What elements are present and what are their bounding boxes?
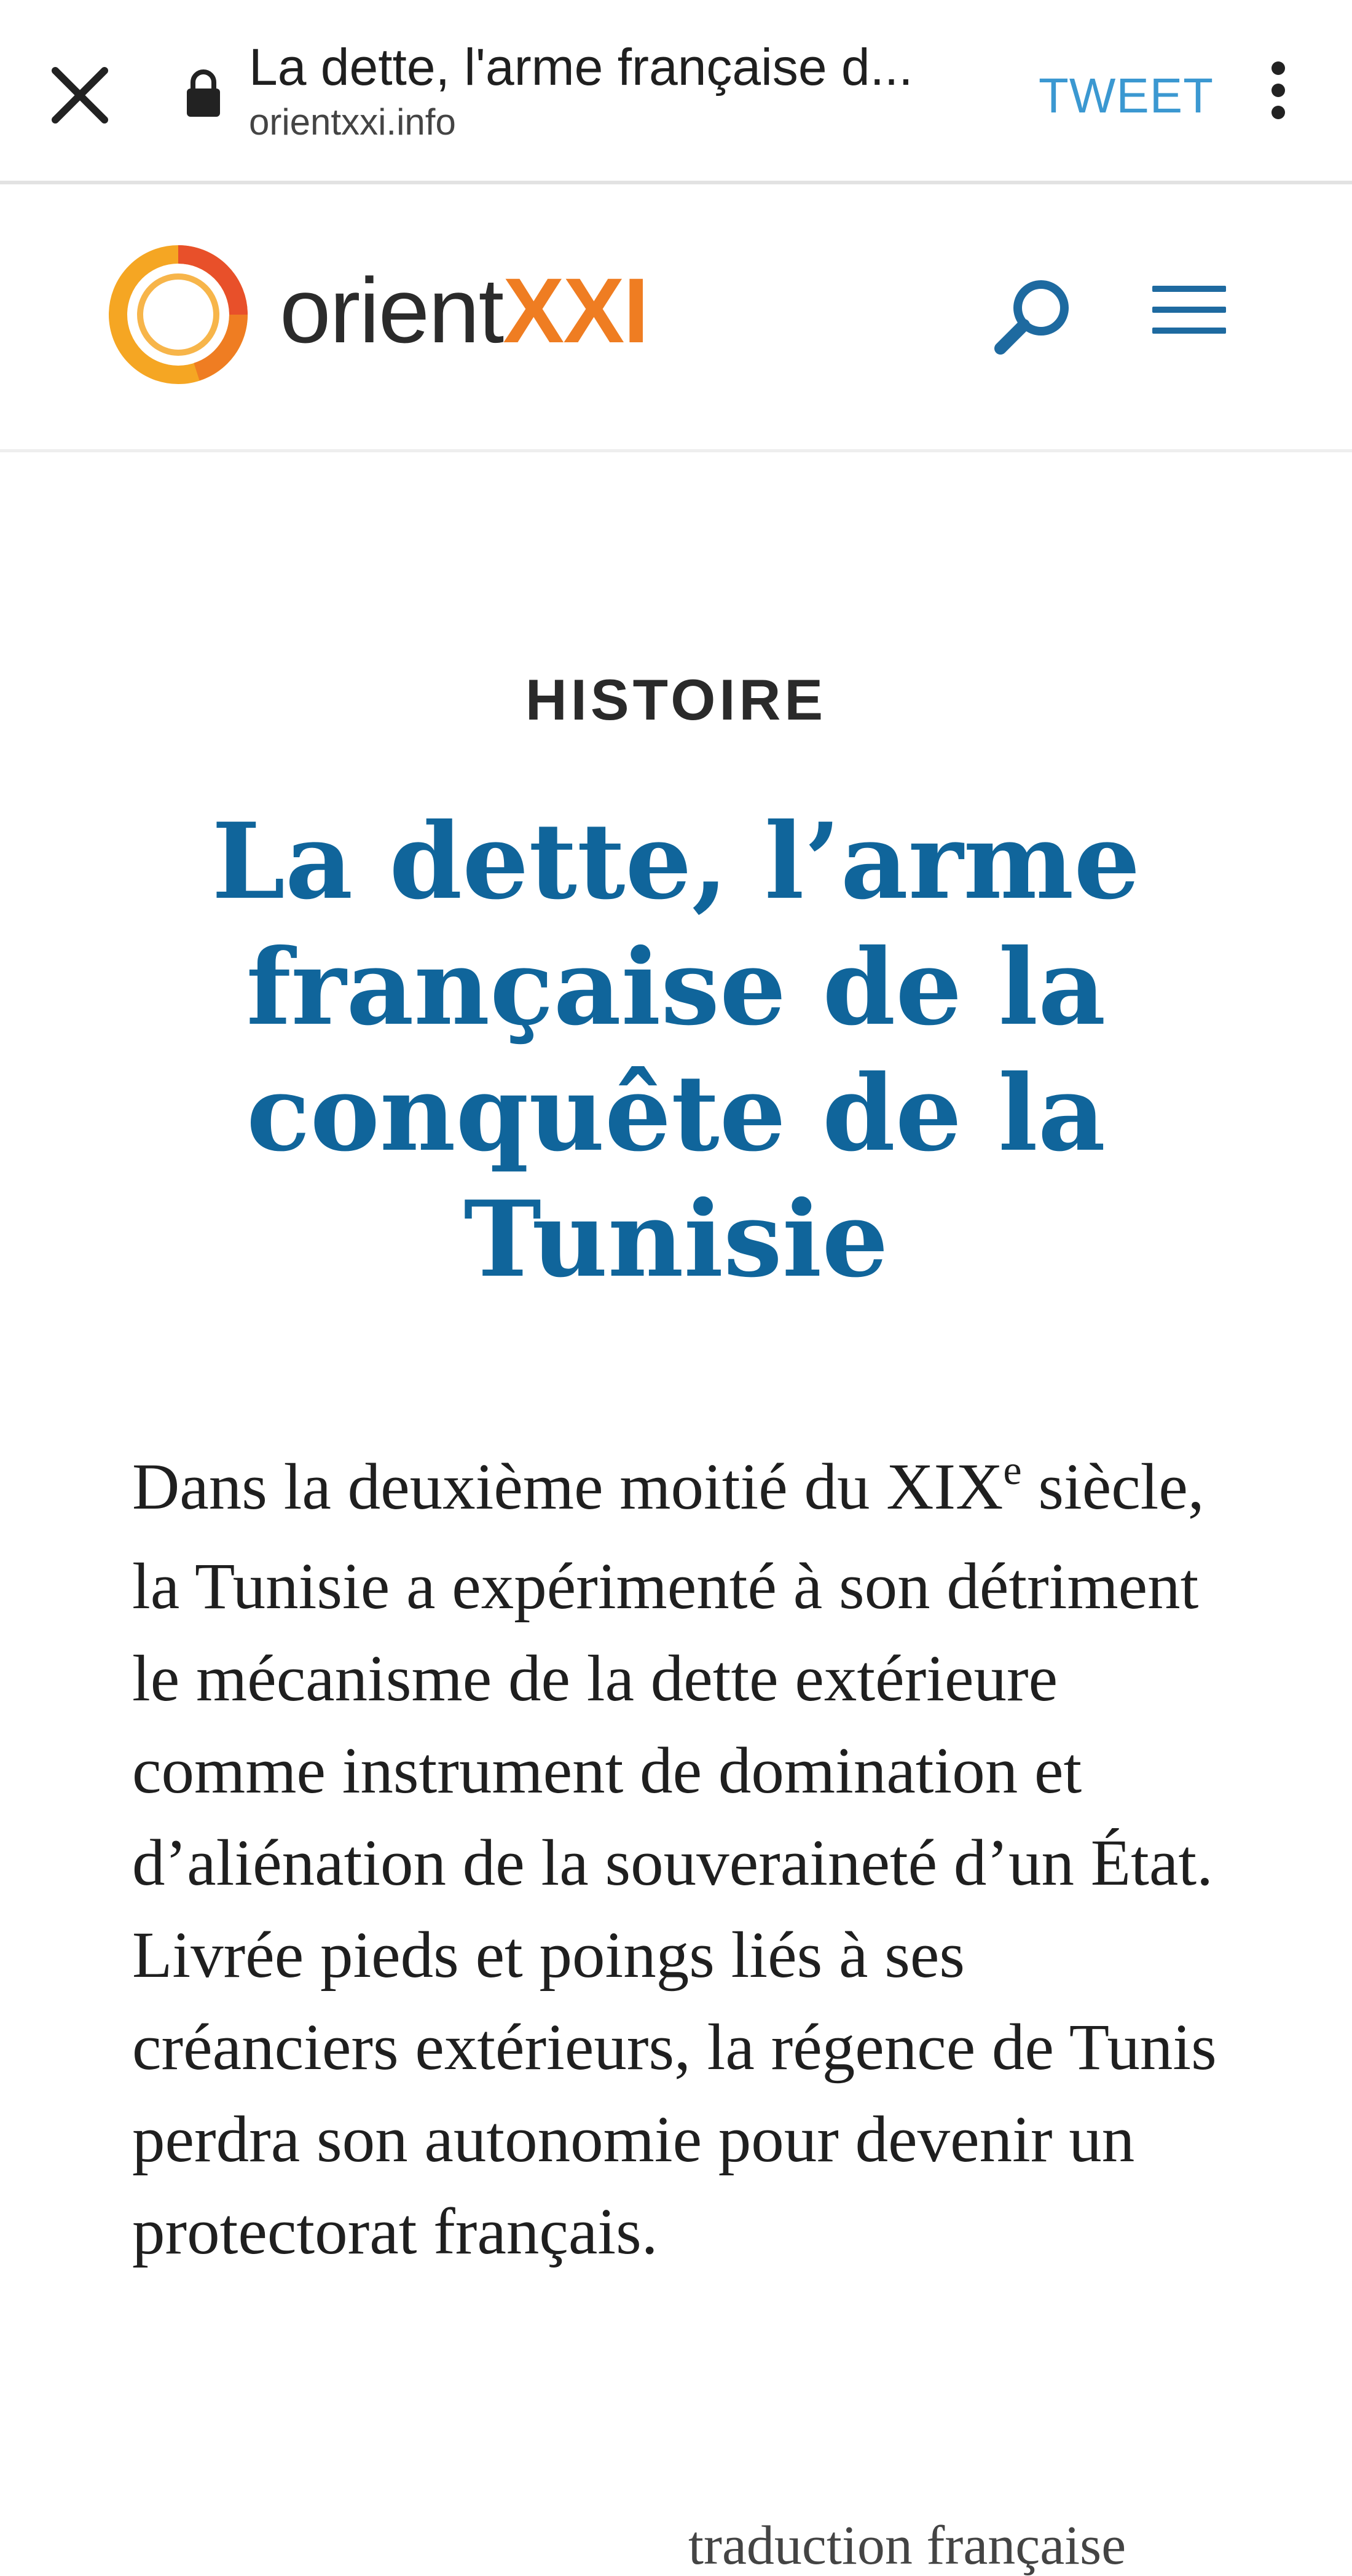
browser-toolbar [0,0,1352,184]
close-button[interactable] [43,58,117,132]
hamburger-menu-icon [1152,286,1226,292]
lock-icon [184,69,222,118]
logo-text-orient: orient [280,259,503,362]
hamburger-menu-button[interactable] [1152,286,1226,347]
close-icon [43,58,117,132]
tweet-button[interactable]: TWEET [1039,68,1214,123]
site-logo-text[interactable] [280,259,648,362]
article-title: La dette, l’arme française de la conquête de la Tunisie [211,800,1141,1301]
article-lead [132,1441,1226,2278]
article-category[interactable]: HISTOIRE [525,667,827,732]
lead-ordinal-suffix: e [1003,1447,1022,1493]
cut-off-text: traduction française [688,2515,1126,2576]
orient-xxi-logo-icon[interactable] [104,241,252,388]
search-icon [989,273,1075,359]
lead-text-part2: siècle, la Tunisie a expérimenté à son détriment le mécanisme de la dette extérieure comme instrument de domination et d’aliénation de la souveraineté d’un État. Livrée pieds et poings liés à ses créanciers extérieurs, la régence de Tunis perdra son autonomie pour devenir un protectorat français. [132,1451,1217,2268]
search-button[interactable] [989,273,1075,359]
lead-text-part1: Dans la deuxième moitié du XIX [132,1451,1004,1523]
logo-text-xxi: XXI [503,259,648,362]
more-options-button[interactable] [1257,61,1300,129]
browser-domain: orientxxi.info [249,101,456,143]
browser-page-title: La dette, l'arme française d... [249,38,913,96]
site-header [0,184,1352,452]
address-bar[interactable] [249,38,986,143]
more-vert-icon [1271,61,1285,75]
